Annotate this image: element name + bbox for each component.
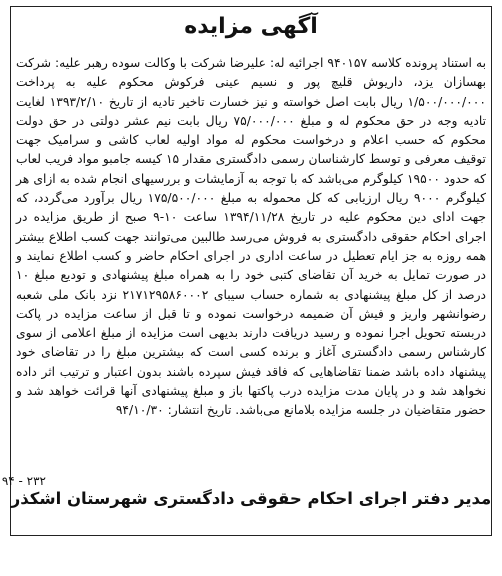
notice-title: آگهی مزایده <box>184 14 318 39</box>
notice-body <box>16 54 486 421</box>
notice-footer: مدیر دفتر اجرای احکام حقوقی دادگستری شهرستان اشکذر <box>10 489 492 508</box>
reference-number: ۹۴ - ۲۳۲ <box>1 474 46 488</box>
notice-paragraph: به استناد پرونده کلاسه ۹۴۰۱۵۷ اجرائیه له: علیرضا شرکت با وکالت سوده رهبر علیه: شرکت بهسازان یزد، داریوش قلیچ پور و نسیم عینی فرکوش محکوم علیه به پرداخت ۱/۵۰۰/۰۰۰/۰۰۰ ریال بابت اصل خواسته و نیز خسارت تاخیر تادیه از تاریخ ۱۳۹۳/۲/۱۰ لغایت تادیه وجه در حق محکوم له و مبلغ ۷۵/۰۰۰/۰۰۰ ریال بابت نیم عشر دولتی در حق دولت محکوم که حسب اعلام و درخواست محکوم له مواد اولیه لعاب کاشی و سرامیک جهت توقیف معرفی و توسط کارشناسان رسمی دادگستری مقدار ۱۵ کیسه جامبو مواد فریب لعاب که حدود ۱۹۵۰۰ کیلوگرم می‌باشد که با توجه به آزمایشات و بررسیهای انجام شده به ازای هر کیلوگرم ۹۰۰۰ ریال ارزیابی که کل محموله به مبلغ ۱۷۵/۵۰۰/۰۰۰ ریال برآورد می‌گردد، که جهت ادای دین محکوم علیه در تاریخ ۱۳۹۴/۱۱/۲۸ ساعت ۱۰-۹ صبح از طریق مزایده در اجرای احکام حقوقی دادگستری به فروش می‌رسد طالبین می‌توانند جهت کسب اطلاع بیشتر همه روزه به جز ایام تعطیل در ساعت اداری در اجرای احکام حاضر و کسب اطلاع نمایند و در صورت تمایل به خرید آن تقاضای کتبی خود را به همراه مبلغ پیشنهادی و تودیع مبلغ ۱۰ درصد از کل مبلغ پیشنهادی به شماره حساب سیبای ۲۱۷۱۲۹۵۸۶۰۰۰۲ نزد بانک ملی شعبه رضوانشهر واریز و فیش آن ضمیمه درخواست نموده و تا قبل از ساعت مزایده در پاکت دربسته تحویل اجرا نموده و رسید دریافت دارند بدیهی است مزایده از مبلغ اعلامی از سوی کارشناس رسمی دادگستری آغاز و برنده کسی است که بیشترین مبلغ را در تقاضای خود پیشنهاد داده باشد ضمنا تقاضاهایی که فاقد فیش سپرده باشند بدون اعتبار و ترتیب اثر داده نخواهد شد و در پایان مدت مزایده درب پاکتها باز و مبلغ پیشنهادی آنها قرائت خواهد شد و حضور متقاضیان در جلسه مزایده بلامانع می‌باشد. تاریخ انتشار: ۹۴/۱۰/۳۰ <box>16 56 487 418</box>
